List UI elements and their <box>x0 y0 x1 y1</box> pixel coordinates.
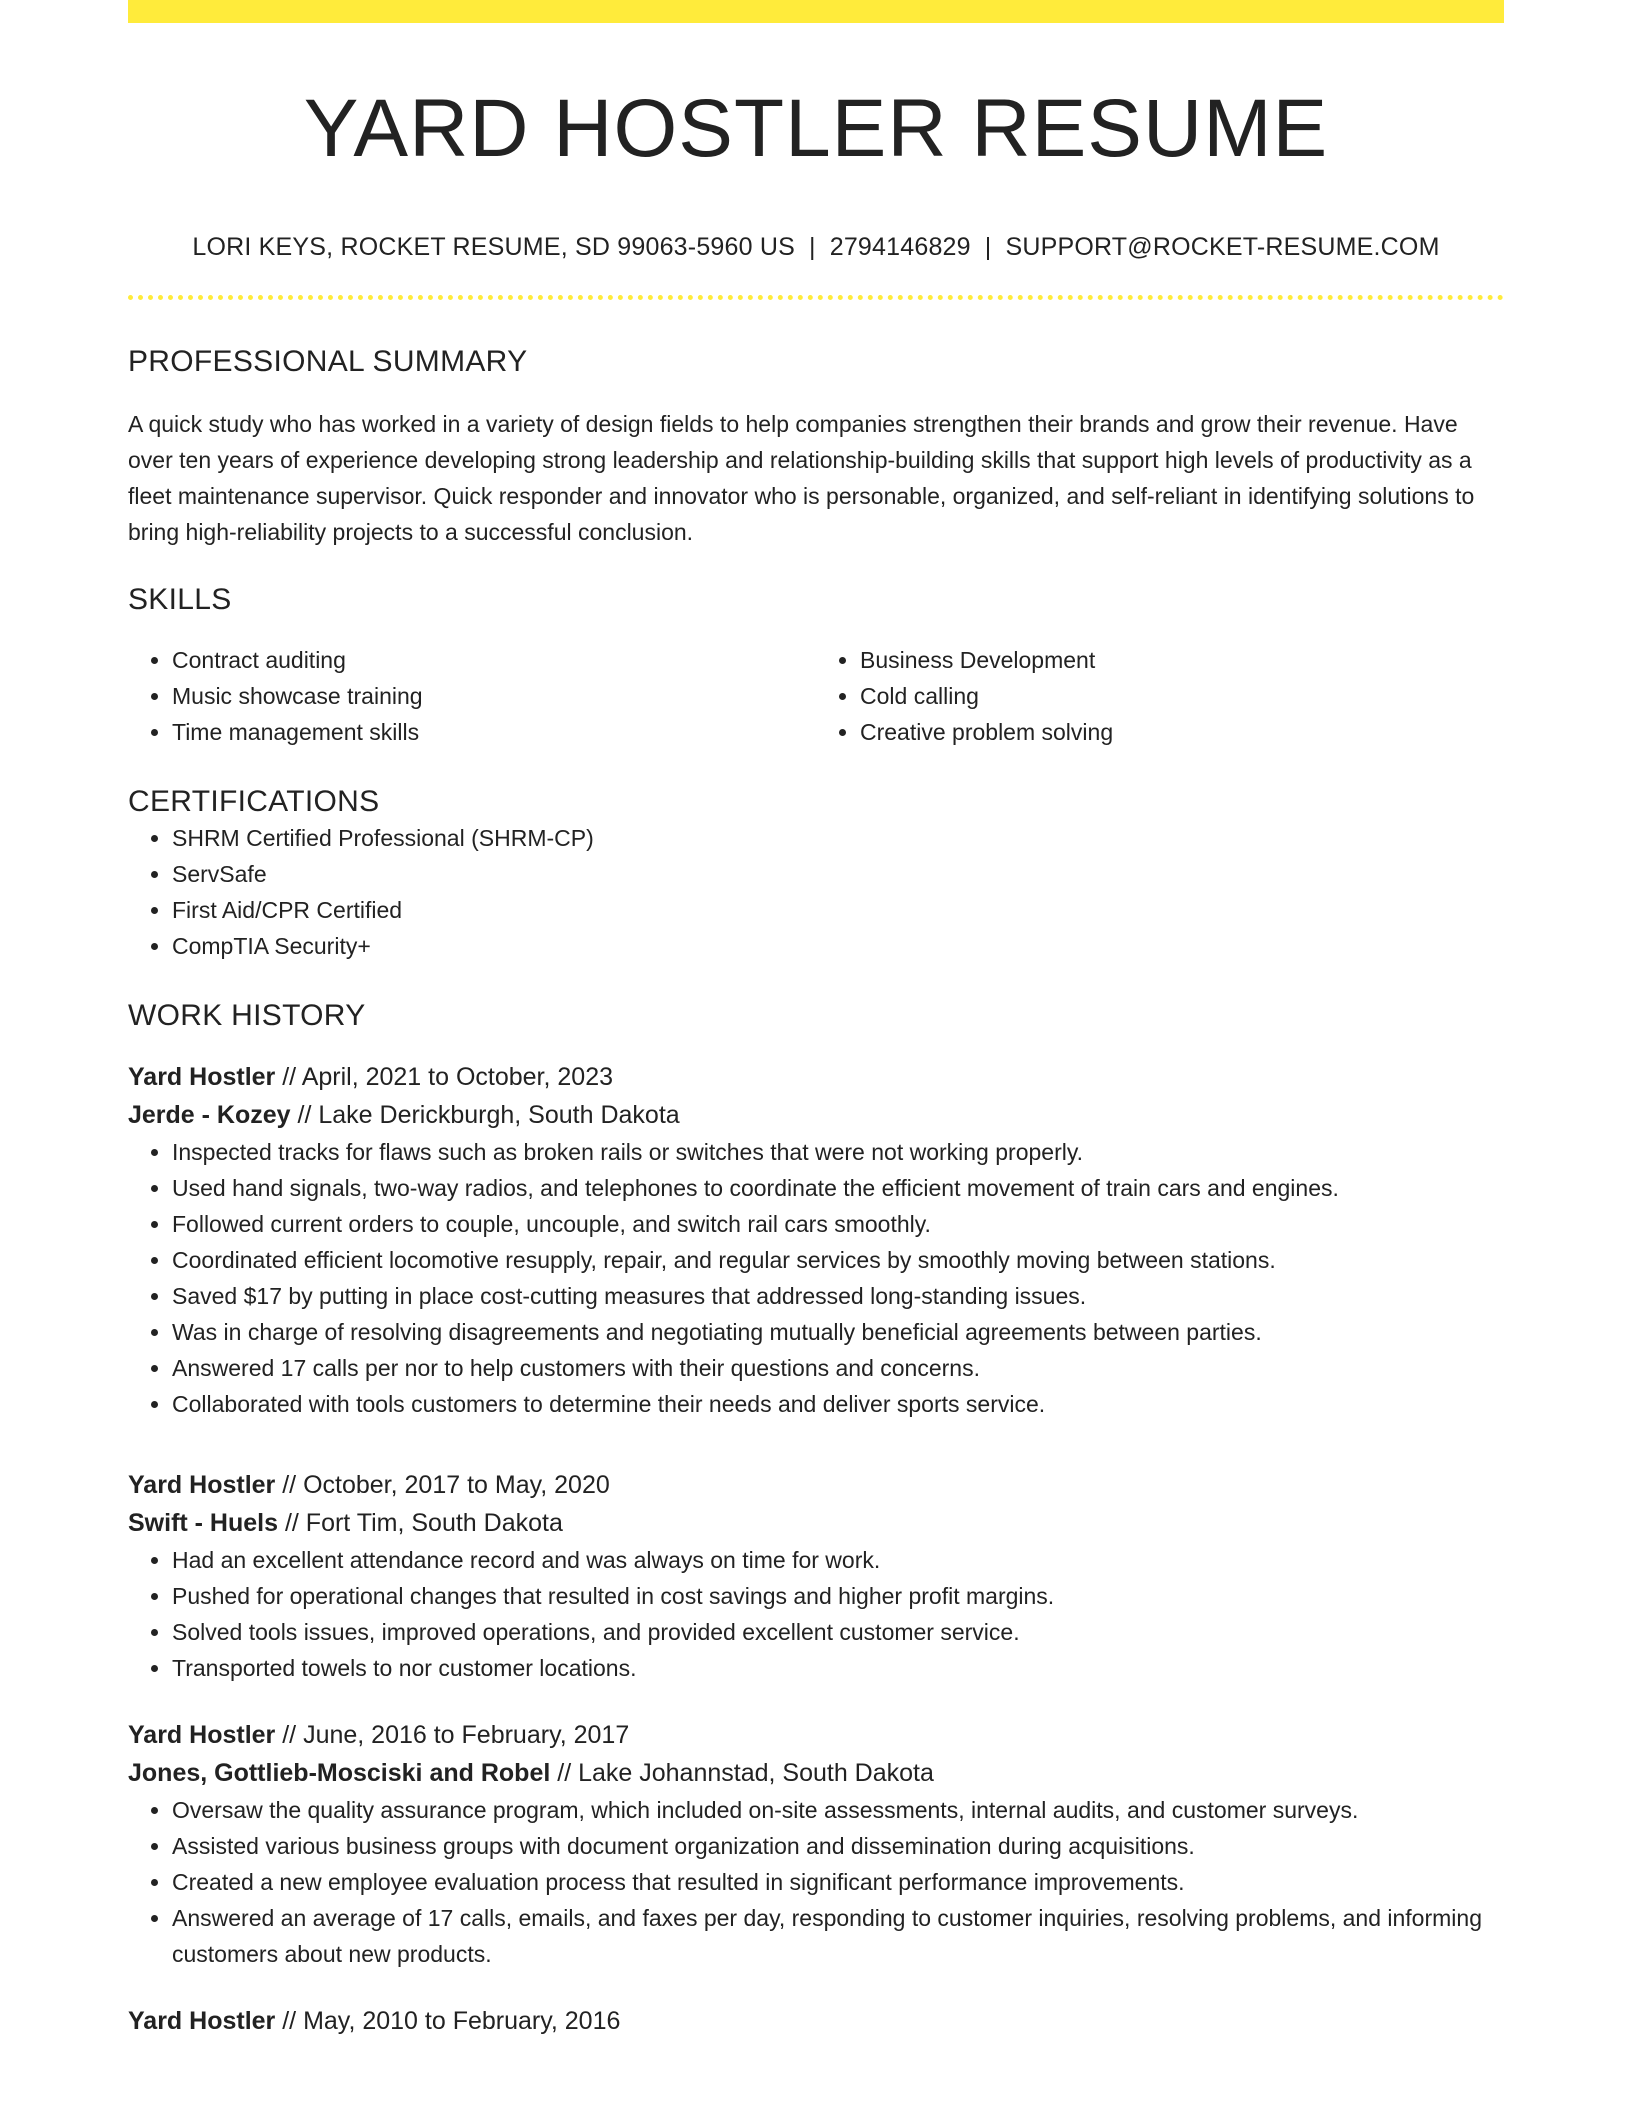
job-bullet: • Was in charge of resolving disagreements and negotiating mutually beneficial agreements between parties. <box>172 1314 1504 1350</box>
skill-item: • Contract auditing <box>172 642 816 678</box>
job-bullet: • Collaborated with tools customers to determine their needs and deliver sports service. <box>172 1386 1504 1422</box>
skills-heading: SKILLS <box>128 583 232 616</box>
job-bullet: • Saved $17 by putting in place cost-cutting measures that addressed long-standing issues. <box>172 1278 1504 1314</box>
job-company-line <box>128 1504 1504 1542</box>
skill-item: • Music showcase training <box>172 678 816 714</box>
job-title-line <box>128 1058 1504 1096</box>
job-entry <box>128 1466 1504 1686</box>
job-bullet: • Transported towels to nor customer locations. <box>172 1650 1504 1686</box>
skills-left-list <box>128 642 816 750</box>
contact-separator: | <box>984 233 992 261</box>
job-entry <box>128 1058 1504 1422</box>
job-title-line <box>128 1716 1504 1754</box>
job-title-line <box>128 1466 1504 1504</box>
resume-title: YARD HOSTLER RESUME <box>303 83 1329 174</box>
certification-item: • CompTIA Security+ <box>172 928 1504 964</box>
job-location: // Lake Johannstad, South Dakota <box>557 1759 934 1787</box>
job-bullet: • Answered an average of 17 calls, emails, and faxes per day, responding to customer inquiries, resolving problems, and informing customers about new products. <box>172 1900 1504 1972</box>
work-history-heading: WORK HISTORY <box>128 999 366 1032</box>
job-bullets <box>128 1134 1504 1422</box>
resume-page <box>128 0 1504 2040</box>
skills-columns <box>128 642 1504 750</box>
job-bullet: • Coordinated efficient locomotive resupply, repair, and regular services by smoothly moving between stations. <box>172 1242 1504 1278</box>
job-entry <box>128 2002 1504 2040</box>
job-bullet: • Solved tools issues, improved operations, and provided excellent customer service. <box>172 1614 1504 1650</box>
job-company: Swift - Huels <box>128 1509 279 1537</box>
certifications-list <box>128 820 1504 964</box>
job-title: Yard Hostler <box>128 2007 276 2035</box>
job-location: // Fort Tim, South Dakota <box>284 1509 563 1537</box>
job-bullet: • Inspected tracks for flaws such as broken rails or switches that were not working properly. <box>172 1134 1504 1170</box>
job-company-line <box>128 1096 1504 1134</box>
dotted-divider <box>128 295 1504 300</box>
skills-right-list <box>816 642 1504 750</box>
job-bullets <box>128 1792 1504 1972</box>
job-dates: // October, 2017 to May, 2020 <box>282 1471 610 1499</box>
job-bullet: • Created a new employee evaluation process that resulted in significant performance improvements. <box>172 1864 1504 1900</box>
contact-separator: | <box>809 233 816 261</box>
certification-item: • ServSafe <box>172 856 1504 892</box>
skill-item: • Business Development <box>860 642 1504 678</box>
certifications-heading: CERTIFICATIONS <box>128 785 380 818</box>
job-bullet: • Pushed for operational changes that resulted in cost savings and higher profit margins. <box>172 1578 1504 1614</box>
skill-item: • Time management skills <box>172 714 816 750</box>
job-bullet: • Used hand signals, two-way radios, and telephones to coordinate the efficient movement of train cars and engines. <box>172 1170 1504 1206</box>
contact-phone: 2794146829 <box>829 233 971 261</box>
job-title: Yard Hostler <box>128 1721 276 1749</box>
contact-address: LORI KEYS, ROCKET RESUME, SD 99063-5960 US <box>192 233 796 261</box>
job-bullets <box>128 1542 1504 1686</box>
job-title: Yard Hostler <box>128 1471 276 1499</box>
job-title: Yard Hostler <box>128 1063 276 1091</box>
job-bullet: • Oversaw the quality assurance program, which included on-site assessments, internal audits, and customer surveys. <box>172 1792 1504 1828</box>
contact-email: SUPPORT@ROCKET-RESUME.COM <box>1005 233 1440 261</box>
summary-text: A quick study who has worked in a variety of design fields to help companies strengthen their brands and grow their revenue. Have over ten years of experience developing strong leadership and relationship-building skills that support high levels of productivity as a fleet maintenance supervisor. Quick responder and innovator who is personable, organized, and self-reliant in identifying solutions to bring high-reliability projects to a successful conclusion. <box>128 411 1475 545</box>
job-bullet: • Had an excellent attendance record and was always on time for work. <box>172 1542 1504 1578</box>
job-title-line <box>128 2002 1504 2040</box>
certification-item: • First Aid/CPR Certified <box>172 892 1504 928</box>
job-company: Jones, Gottlieb-Mosciski and Robel <box>128 1759 551 1787</box>
skill-item: • Creative problem solving <box>860 714 1504 750</box>
top-accent-bar <box>128 0 1504 23</box>
job-bullet: • Assisted various business groups with document organization and dissemination during acquisitions. <box>172 1828 1504 1864</box>
skills-right-column <box>816 642 1504 750</box>
certification-item: • SHRM Certified Professional (SHRM-CP) <box>172 820 1504 856</box>
job-dates: // June, 2016 to February, 2017 <box>282 1721 630 1749</box>
job-dates: // April, 2021 to October, 2023 <box>282 1063 614 1091</box>
skills-left-column <box>128 642 816 750</box>
job-company-line <box>128 1754 1504 1792</box>
job-company: Jerde - Kozey <box>128 1101 291 1129</box>
job-bullet: • Followed current orders to couple, uncouple, and switch rail cars smoothly. <box>172 1206 1504 1242</box>
skill-item: • Cold calling <box>860 678 1504 714</box>
contact-line <box>128 231 1504 263</box>
summary-heading: PROFESSIONAL SUMMARY <box>128 345 528 378</box>
job-bullet: • Answered 17 calls per nor to help customers with their questions and concerns. <box>172 1350 1504 1386</box>
job-location: // Lake Derickburgh, South Dakota <box>297 1101 680 1129</box>
job-entry <box>128 1716 1504 1972</box>
job-dates: // May, 2010 to February, 2016 <box>282 2007 621 2035</box>
